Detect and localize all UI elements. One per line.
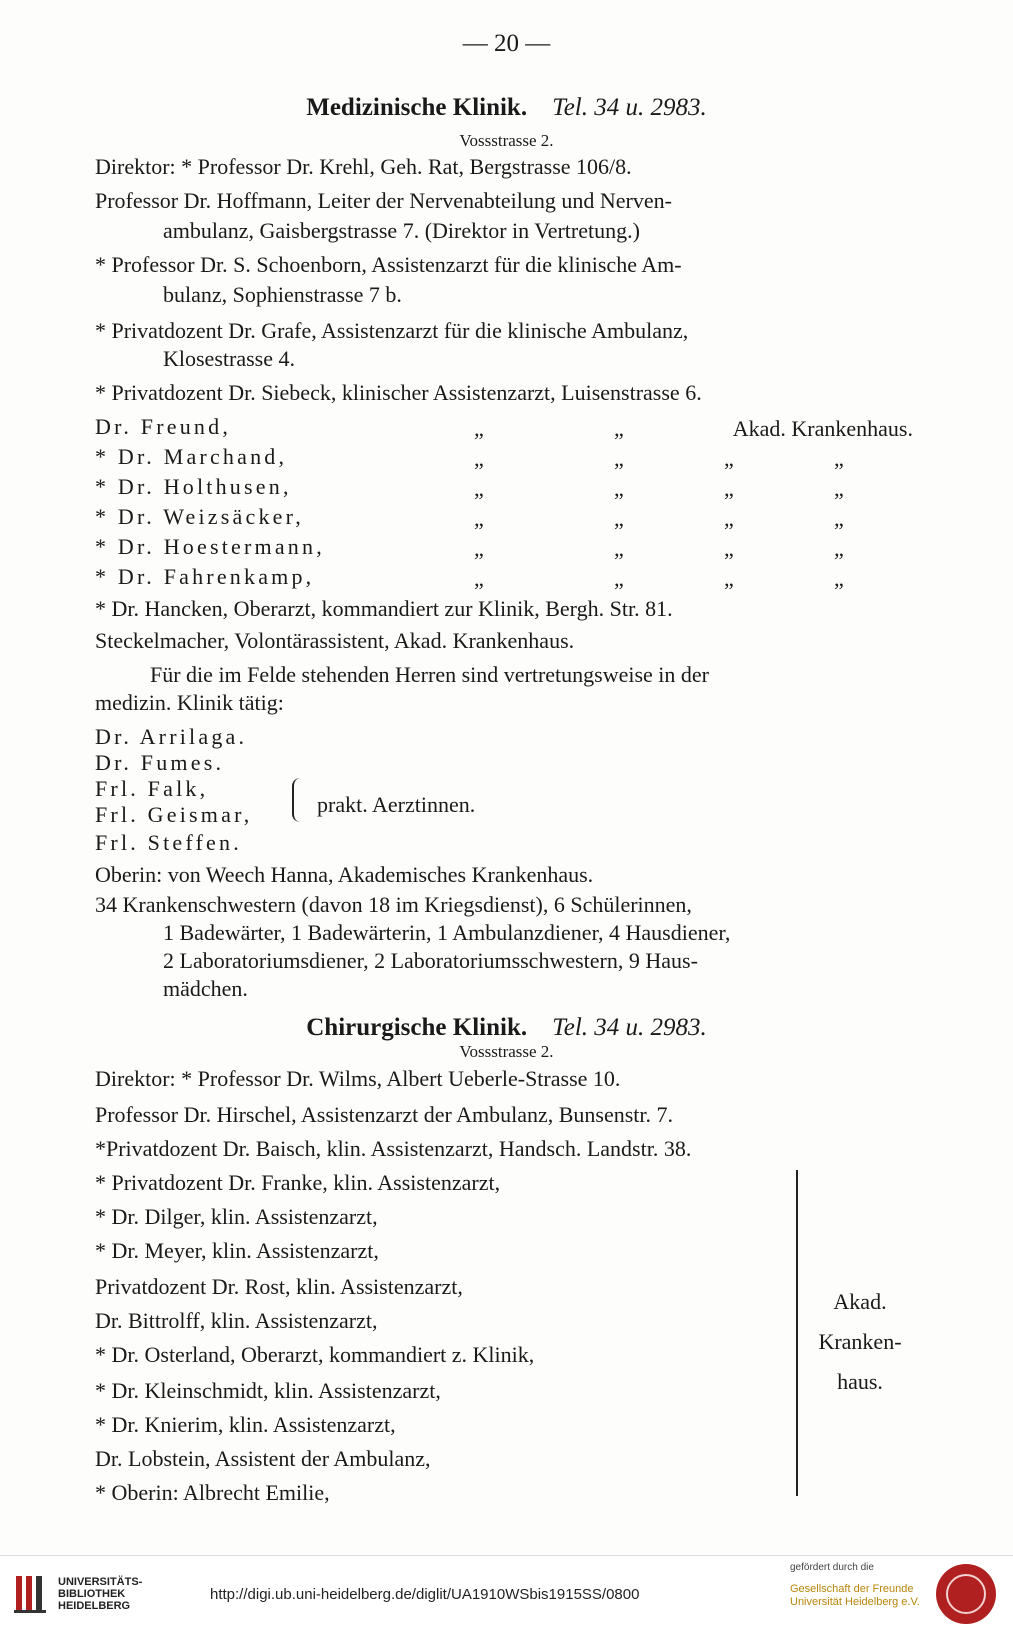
text-line: Oberin: von Weech Hanna, Akademisches Krankenhaus. xyxy=(95,862,594,887)
substitute-entry: Frl. Falk, xyxy=(95,776,209,801)
akad-line: Kranken- xyxy=(818,1329,902,1354)
section-address: Vossstrasse 2. xyxy=(459,1042,554,1061)
text-line: 34 Krankenschwestern (davon 18 im Kriegsdienst), 6 Schülerinnen, xyxy=(95,892,692,917)
doctor-entry: * Dr. Weizsäcker, xyxy=(95,504,304,529)
text-line: Steckelmacher, Volontärassistent, Akad. Krankenhaus. xyxy=(95,628,575,653)
ditto-mark: „ xyxy=(614,446,624,471)
text-line: *Privatdozent Dr. Baisch, klin. Assistenzarzt, Handsch. Landstr. 38. xyxy=(95,1136,692,1161)
text-line: Klosestrasse 4. xyxy=(163,346,295,371)
ditto-mark: „ xyxy=(724,506,734,531)
library-name-line: BIBLIOTHEK xyxy=(58,1588,126,1600)
doctor-entry: * Dr. Fahrenkamp, xyxy=(95,564,315,589)
ditto-mark: „ xyxy=(474,446,484,471)
staff-entry: * Dr. Kleinschmidt, klin. Assistenzarzt, xyxy=(95,1378,441,1403)
text-line: mädchen. xyxy=(163,976,248,1001)
text-line: medizin. Klinik tätig: xyxy=(95,690,284,715)
text-line: * Professor Dr. S. Schoenborn, Assistenzarzt für die klinische Am- xyxy=(95,252,682,277)
substitute-entry: Frl. Steffen. xyxy=(95,830,242,855)
ditto-mark: „ xyxy=(724,566,734,591)
section-address: Vossstrasse 2. xyxy=(459,131,554,150)
doctor-entry: * Dr. Holthusen, xyxy=(95,474,292,499)
substitute-entry: Dr. Arrilaga. xyxy=(95,724,248,749)
text-line: Direktor: * Professor Dr. Wilms, Albert Ueberle-Strasse 10. xyxy=(95,1066,621,1091)
staff-entry: Privatdozent Dr. Rost, klin. Assistenzarzt, xyxy=(95,1274,463,1299)
staff-entry: * Privatdozent Dr. Franke, klin. Assistenzarzt, xyxy=(95,1170,501,1195)
staff-entry: * Dr. Knierim, klin. Assistenzarzt, xyxy=(95,1412,396,1437)
text-line: Professor Dr. Hirschel, Assistenzarzt der Ambulanz, Bunsenstr. 7. xyxy=(95,1102,674,1127)
text-line: Direktor: * Professor Dr. Krehl, Geh. Rat, Bergstrasse 106/8. xyxy=(95,154,632,179)
curly-brace xyxy=(786,1170,798,1496)
ditto-mark: „ xyxy=(614,566,624,591)
substitute-entry: Frl. Geismar, xyxy=(95,802,253,827)
source-url-link[interactable]: http://digi.ub.uni-heidelberg.de/diglit/UA1910WSbis1915SS/0800 xyxy=(210,1586,640,1603)
text-line: Für die im Felde stehenden Herren sind vertretungsweise in der xyxy=(150,662,710,687)
sponsor-line: Universität Heidelberg e.V. xyxy=(790,1596,920,1608)
ditto-mark: „ xyxy=(834,536,844,561)
sponsor-line: Gesellschaft der Freunde xyxy=(790,1583,914,1595)
section-title-medizinische-klinik xyxy=(0,94,1013,122)
ditto-mark: „ xyxy=(834,476,844,501)
text-line: Professor Dr. Hoffmann, Leiter der Nervenabteilung und Nerven- xyxy=(95,188,672,213)
akad-krankenhaus-label: Akad. Krankenhaus. xyxy=(732,416,913,441)
staff-entry: * Oberin: Albrecht Emilie, xyxy=(95,1480,330,1505)
akad-line: haus. xyxy=(837,1369,883,1394)
staff-entry: Dr. Bittrolff, klin. Assistenzarzt, xyxy=(95,1308,378,1333)
library-logo-icon xyxy=(12,1570,52,1616)
substitute-entry: Dr. Fumes. xyxy=(95,750,225,775)
text-line: * Privatdozent Dr. Siebeck, klinischer Assistenzarzt, Luisenstrasse 6. xyxy=(95,380,702,405)
sponsor-name xyxy=(790,1583,920,1609)
prakt-aerztinnen-label: prakt. Aerztinnen. xyxy=(317,792,476,817)
staff-entry: * Dr. Dilger, klin. Assistenzarzt, xyxy=(95,1204,378,1229)
staff-entry: * Dr. Osterland, Oberarzt, kommandiert z. Klinik, xyxy=(95,1342,535,1367)
doctor-entry: Dr. Freund, xyxy=(95,414,232,439)
staff-entry: * Dr. Meyer, klin. Assistenzarzt, xyxy=(95,1238,379,1263)
ditto-mark: „ xyxy=(474,476,484,501)
page-number: — 20 — xyxy=(462,30,551,57)
doctor-entry: * Dr. Marchand, xyxy=(95,444,288,469)
sponsor-label: gefördert durch die xyxy=(790,1562,874,1573)
text-line: * Dr. Hancken, Oberarzt, kommandiert zur Klinik, Bergh. Str. 81. xyxy=(95,596,673,621)
section-title-chirurgische-klinik xyxy=(0,1014,1013,1042)
library-name-line: UNIVERSITÄTS- xyxy=(58,1576,143,1588)
library-name-line: HEIDELBERG xyxy=(58,1600,131,1612)
text-line: * Privatdozent Dr. Grafe, Assistenzarzt für die klinische Ambulanz, xyxy=(95,318,689,343)
ditto-mark: „ xyxy=(474,506,484,531)
doctor-entry: * Dr. Hoestermann, xyxy=(95,534,325,559)
akad-krankenhaus-block xyxy=(805,1282,915,1402)
section-title: Medizinische Klinik. xyxy=(306,94,528,121)
section-title: Chirurgische Klinik. xyxy=(306,1014,528,1041)
ditto-mark: „ xyxy=(614,536,624,561)
text-line: 1 Badewärter, 1 Badewärterin, 1 Ambulanzdiener, 4 Hausdiener, xyxy=(163,920,731,945)
text-line: bulanz, Sophienstrasse 7 b. xyxy=(163,282,402,307)
ditto-mark: „ xyxy=(474,416,484,441)
ditto-mark: „ xyxy=(614,506,624,531)
footer-bar xyxy=(0,1555,1013,1630)
ditto-mark: „ xyxy=(724,476,734,501)
university-seal-icon xyxy=(936,1564,996,1624)
ditto-mark: „ xyxy=(474,566,484,591)
section-tel: Tel. 34 u. 2983. xyxy=(552,94,707,121)
ditto-mark: „ xyxy=(834,566,844,591)
ditto-mark: „ xyxy=(614,476,624,501)
section-tel: Tel. 34 u. 2983. xyxy=(552,1014,707,1041)
ditto-mark: „ xyxy=(474,536,484,561)
akad-line: Akad. xyxy=(833,1289,887,1314)
text-line: 2 Laboratoriumsdiener, 2 Laboratoriumsschwestern, 9 Haus- xyxy=(163,948,698,973)
ditto-mark: „ xyxy=(834,446,844,471)
staff-entry: Dr. Lobstein, Assistent der Ambulanz, xyxy=(95,1446,431,1471)
library-name xyxy=(58,1576,142,1612)
ditto-mark: „ xyxy=(724,446,734,471)
ditto-mark: „ xyxy=(724,536,734,561)
ditto-mark: „ xyxy=(834,506,844,531)
ditto-mark: „ xyxy=(614,416,624,441)
curly-brace xyxy=(292,778,304,822)
text-line: ambulanz, Gaisbergstrasse 7. (Direktor in Vertretung.) xyxy=(163,218,640,243)
